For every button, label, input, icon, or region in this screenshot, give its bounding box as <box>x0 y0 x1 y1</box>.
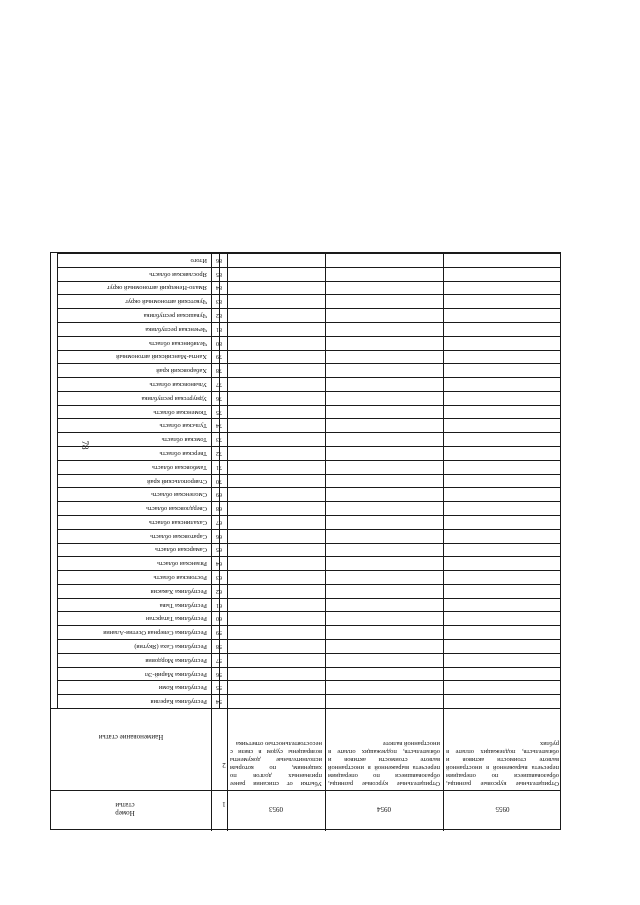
region-row-rule <box>57 294 560 295</box>
region-name: Тульская область <box>159 422 207 430</box>
region-name: Итого <box>190 256 207 264</box>
report-table <box>50 252 561 830</box>
region-row-rule <box>57 653 560 654</box>
region-name: Ставропольский край <box>147 477 207 485</box>
region-name: Саратовская область <box>150 532 207 540</box>
article-name: Отрицательные курсовые разницы, образовавшиеся по операциям пересчета выраженной в иностранной валюте стоимости активов и обязательств, подлежащих оплате в рублях <box>446 740 559 787</box>
region-number: 79 <box>216 353 222 360</box>
region-name: Ямало-Ненецкий автономный округ <box>106 284 207 292</box>
region-row-rule <box>57 460 560 461</box>
header-num-1: 1 <box>222 800 226 808</box>
region-number: 60 <box>216 615 222 622</box>
header-col-number: Номер статьи <box>115 801 135 817</box>
region-number: 65 <box>216 546 222 553</box>
region-row-rule <box>57 446 560 447</box>
region-name: Чукотский автономный округ <box>125 298 207 306</box>
region-number: 83 <box>216 298 222 305</box>
region-row-rule <box>57 432 560 433</box>
region-name: Томская область <box>161 436 207 444</box>
region-row-rule <box>57 639 560 640</box>
region-row-rule <box>57 336 560 337</box>
region-number: 78 <box>216 367 222 374</box>
region-number: 86 <box>216 256 222 263</box>
region-number: 61 <box>216 601 222 608</box>
region-number: 67 <box>216 518 222 525</box>
region-number: 66 <box>216 532 222 539</box>
region-row-rule <box>57 501 560 502</box>
region-name: Республика Марий-Эл <box>144 670 207 678</box>
region-row-rule <box>57 281 560 282</box>
page-number: 78 <box>80 440 90 450</box>
region-row-rule <box>57 322 560 323</box>
region-number: 58 <box>216 642 222 649</box>
region-row-rule <box>57 308 560 309</box>
region-number: 69 <box>216 491 222 498</box>
region-number: 82 <box>216 312 222 319</box>
region-name: Республика Саха (Якутия) <box>134 642 207 650</box>
region-name: Удмуртская республика <box>141 394 207 402</box>
region-name: Ростовская область <box>153 574 207 581</box>
region-row-rule <box>57 363 560 364</box>
region-name: Республика Мордовия <box>145 656 207 664</box>
region-name: Самарская область <box>154 546 207 554</box>
region-name: Челябинская область <box>148 339 207 347</box>
region-number: 76 <box>216 394 222 401</box>
region-name: Ярославская область <box>149 270 207 278</box>
region-number: 84 <box>216 284 222 291</box>
region-number: 77 <box>216 380 222 387</box>
region-name: Республика Тыва <box>159 601 207 609</box>
region-row-rule <box>57 694 560 695</box>
region-number: 70 <box>216 477 222 484</box>
region-number: 54 <box>216 698 222 705</box>
region-row-rule <box>57 253 560 254</box>
region-row-rule <box>57 543 560 544</box>
region-number: 75 <box>216 408 222 415</box>
article-name: Убытки от списания ранее признанных долгов по хищениям, по которым исполнительные документы возвращены судом в связи с несостоятельностью ответчика <box>230 740 322 787</box>
region-row-rule <box>57 625 560 626</box>
region-name: Республика Северная Осетия-Алания <box>103 629 207 637</box>
region-row-rule <box>57 474 560 475</box>
region-number: 62 <box>216 587 222 594</box>
region-number: 73 <box>216 436 222 443</box>
region-number: 72 <box>216 449 222 456</box>
region-name: Республика Татарстан <box>145 615 207 623</box>
region-name: Республика Коми <box>158 684 207 692</box>
region-row-rule <box>57 418 560 419</box>
region-name: Республика Карелия <box>150 698 207 706</box>
region-name: Тверская область <box>159 449 207 457</box>
region-number: 56 <box>216 670 222 677</box>
region-row-rule <box>57 487 560 488</box>
region-name: Смоленская область <box>151 491 207 499</box>
region-number: 55 <box>216 684 222 691</box>
region-number: 71 <box>216 463 222 470</box>
region-row-rule <box>57 570 560 571</box>
region-name: Ульяновская область <box>149 380 207 388</box>
region-name: Рязанская область <box>157 560 207 568</box>
region-row-rule <box>57 598 560 599</box>
region-number: 63 <box>216 574 222 580</box>
region-number: 59 <box>216 629 222 636</box>
article-code: 0954 <box>377 805 391 813</box>
region-name: Республика Хакасия <box>150 587 207 595</box>
header-num-2: 2 <box>222 761 226 769</box>
region-row-rule <box>57 556 560 557</box>
region-row-rule <box>57 377 560 378</box>
region-row-rule <box>57 584 560 585</box>
article-name: Отрицательные курсовые разницы, образовавшиеся по операциям пересчета выраженной в иностранной валюте стоимости активов и обязательств, подлежащих оплате в иностранной валюте <box>328 740 440 787</box>
header-col-name: Наименование статьи <box>98 733 164 741</box>
region-row-rule <box>57 680 560 681</box>
region-number: 68 <box>216 505 222 512</box>
region-name: Тамбовская область <box>151 463 207 471</box>
region-number: 81 <box>216 325 222 332</box>
region-name: Тюменская область <box>153 408 207 416</box>
region-row-rule <box>57 667 560 668</box>
region-name: Чувашская республика <box>143 312 207 320</box>
region-row-rule <box>57 405 560 406</box>
region-name: Чеченская республика <box>145 325 207 333</box>
region-row-rule <box>57 529 560 530</box>
article-code: 0953 <box>269 805 283 813</box>
region-name: Ханты-Мансийский автономный <box>116 353 207 361</box>
region-row-rule <box>57 611 560 612</box>
region-number: 80 <box>216 339 222 346</box>
region-row-rule <box>57 391 560 392</box>
region-number: 64 <box>216 560 222 567</box>
region-row-rule <box>57 267 560 268</box>
region-row-rule <box>57 515 560 516</box>
region-number: 74 <box>216 422 222 429</box>
region-name: Свердловская область <box>146 505 207 513</box>
article-code: 0955 <box>495 805 510 813</box>
region-number: 57 <box>216 656 222 663</box>
header-code-split <box>51 790 560 791</box>
region-row-rule <box>57 350 560 351</box>
region-name: Сахалинская область <box>148 518 207 526</box>
header-separator <box>51 708 560 709</box>
region-number: 85 <box>216 270 222 277</box>
region-name: Хабаровский край <box>156 367 207 375</box>
